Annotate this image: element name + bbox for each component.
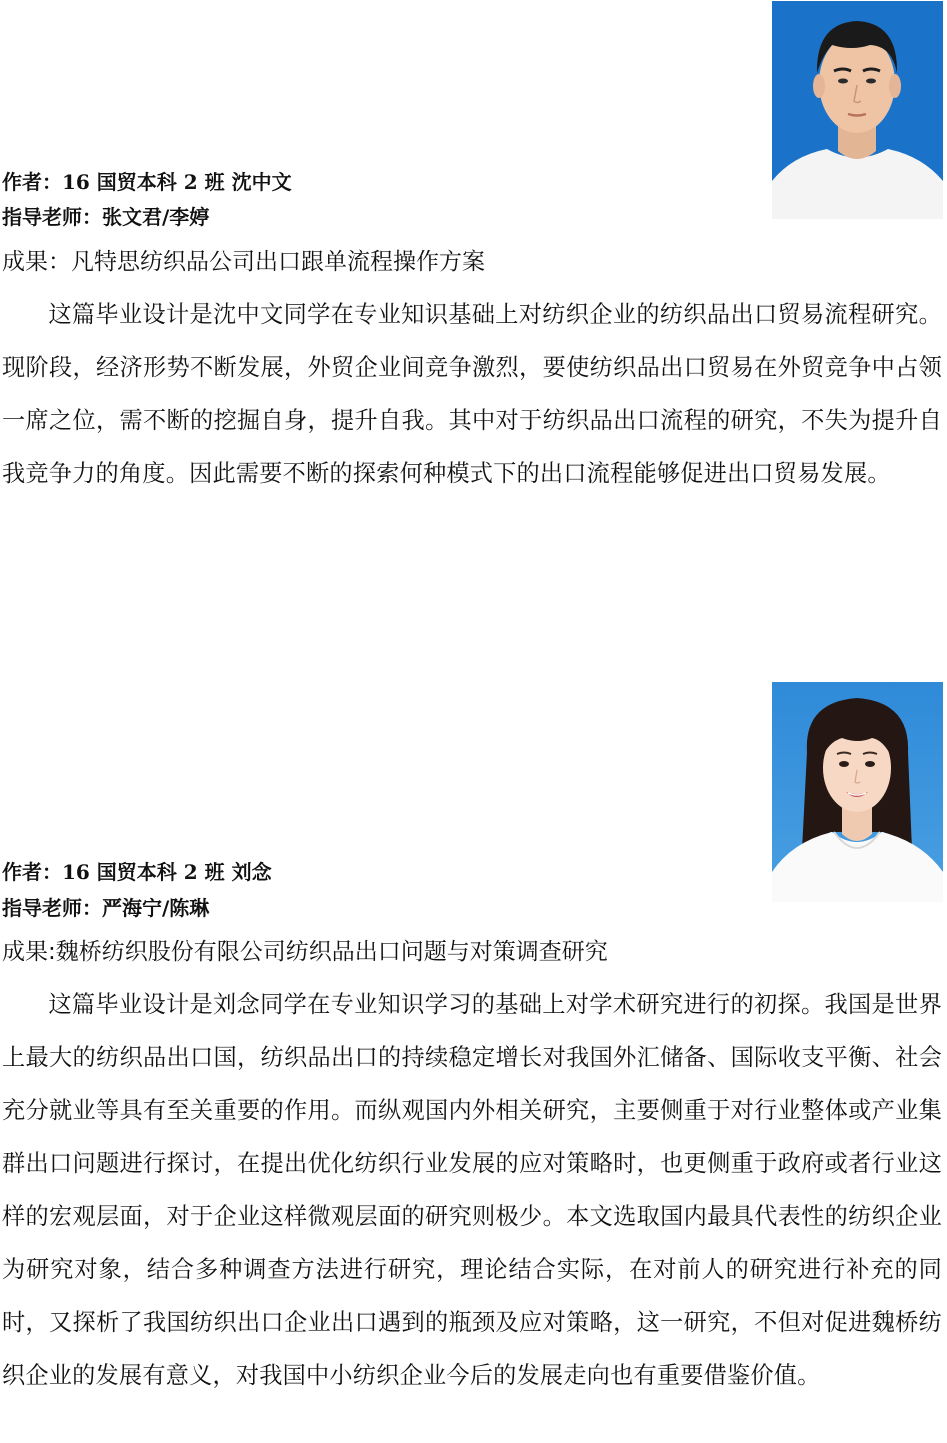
author-photo bbox=[772, 1, 943, 219]
portrait-female-image bbox=[772, 682, 943, 902]
abstract-paragraph: 这篇毕业设计是沈中文同学在专业知识基础上对纺织企业的纺织品出口贸易流程研究。现阶段，经济形势不断发展，外贸企业间竞争激烈，要使纺织品出口贸易在外贸竞争中占领一席之位，需不断的挖掘自身，提升自我。其中对于纺织品出口流程的研究，不失为提升自我竞争力的角度。因此需要不断的探索何种模式下的出口流程能够促进出口贸易发展。 bbox=[2, 301, 942, 487]
advisor-line: 指导老师：严海宁/陈琳 bbox=[2, 896, 210, 920]
portrait-male-image bbox=[772, 1, 943, 219]
achievement-title: 成果：凡特思纺织品公司出口跟单流程操作方案 bbox=[2, 249, 485, 275]
author-photo bbox=[772, 682, 943, 902]
author-line: 作者：16 国贸本科 2 班 沈中文 bbox=[2, 170, 292, 194]
achievement-title: 成果:魏桥纺织股份有限公司纺织品出口问题与对策调查研究 bbox=[2, 939, 608, 965]
advisor-line: 指导老师：张文君/李婷 bbox=[2, 205, 210, 229]
abstract-paragraph: 这篇毕业设计是刘念同学在专业知识学习的基础上对学术研究进行的初探。我国是世界上最大的纺织品出口国，纺织品出口的持续稳定增长对我国外汇储备、国际收支平衡、社会充分就业等具有至关重要的作用。而纵观国内外相关研究，主要侧重于对行业整体或产业集群出口问题进行探讨，在提出优化纺织行业发展的应对策略时，也更侧重于政府或者行业这样的宏观层面，对于企业这样微观层面的研究则极少。本文选取国内最具代表性的纺织企业为研究对象，结合多种调查方法进行研究，理论结合实际，在对前人的研究进行补充的同时，又探析了我国纺织出口企业出口遇到的瓶颈及应对策略，这一研究，不但对促进魏桥纺织企业的发展有意义，对我国中小纺织企业今后的发展走向也有重要借鉴价值。 bbox=[2, 991, 942, 1389]
author-line: 作者：16 国贸本科 2 班 刘念 bbox=[2, 860, 272, 884]
